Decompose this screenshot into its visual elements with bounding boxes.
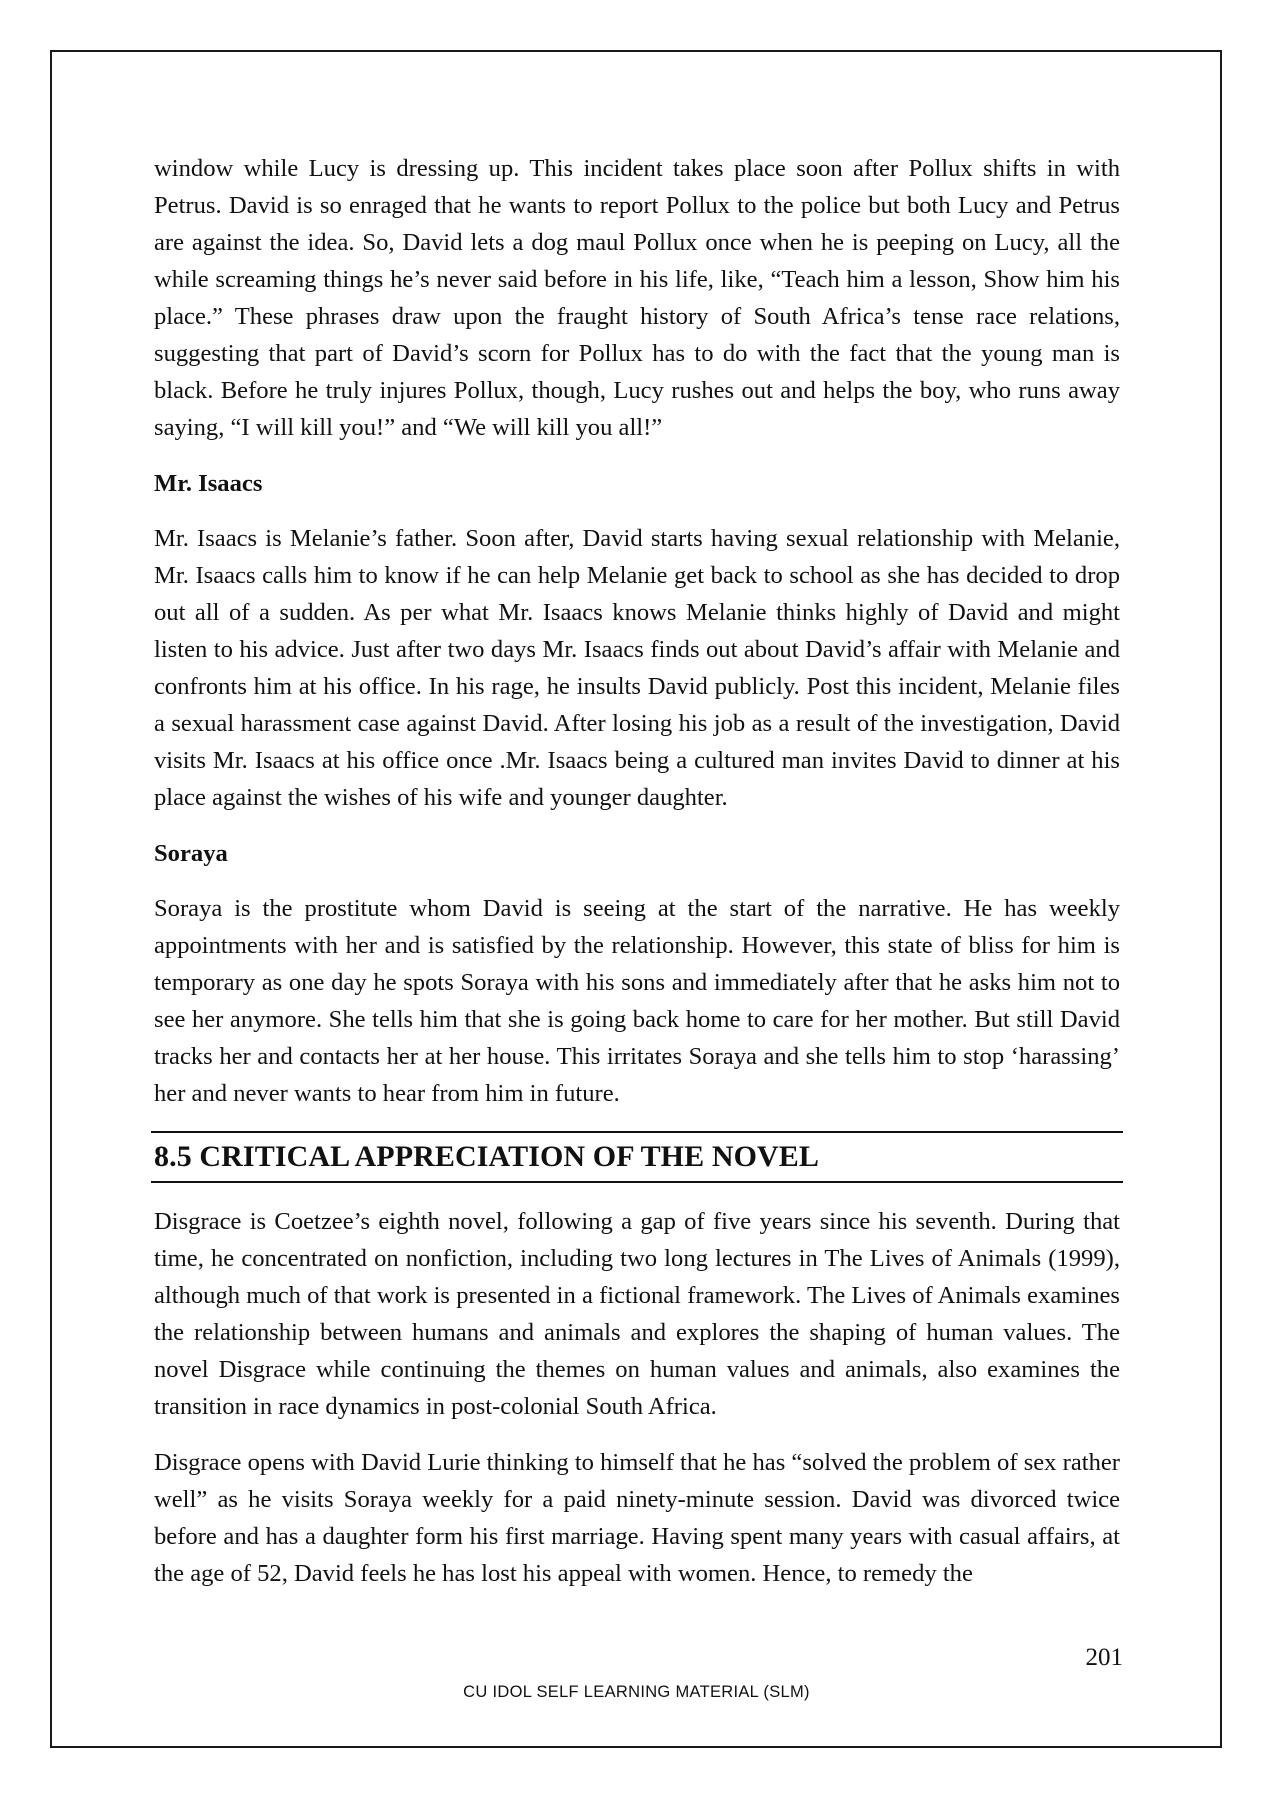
body-paragraph-critical-2: Disgrace opens with David Lurie thinking to himself that he has “solved the problem of sex rather well” as he visits Soraya weekly for a paid ninety-minute session. David was divorced twice before and has a daughter form his first marriage. Having spent many years with casual affairs, at the age of 52, David feels he has lost his appeal with women. Hence, to remedy the (154, 1449, 1120, 1587)
body-paragraph-isaacs: Mr. Isaacs is Melanie’s father. Soon after, David starts having sexual relationship with Melanie, Mr. Isaacs calls him to know if he can help Melanie get back to school as she has decided to drop out all of a sudden. As per what Mr. Isaacs knows Melanie thinks highly of David and might listen to his advice. Just after two days Mr. Isaacs finds out about David’s affair with Melanie and confronts him at his office. In his rage, he insults David publicly. Post this incident, Melanie files a sexual harassment case against David. After losing his job as a result of the investigation, David visits Mr. Isaacs at his office once .Mr. Isaacs being a cultured man invites David to dinner at his place against the wishes of his wife and younger daughter. (154, 525, 1120, 811)
body-paragraph-soraya: Soraya is the prostitute whom David is seeing at the start of the narrative. He has weekly appointments with her and is satisfied by the relationship. However, this state of bliss for him is temporary as one day he spots Soraya with his sons and immediately after that he asks him not to see her anymore. She tells him that she is going back home to care for her mother. But still David tracks her and contacts her at her house. This irritates Soraya and she tells him to stop ‘harassing’ her and never wants to hear from him in future. (154, 895, 1120, 1107)
body-paragraph: window while Lucy is dressing up. This incident takes place soon after Pollux shifts in with Petrus. David is so enraged that he wants to report Pollux to the police but both Lucy and Petrus are against the idea. So, David lets a dog maul Pollux once when he is peeping on Lucy, all the while screaming things he’s never said before in his life, like, “Teach him a lesson, Show him his place.” These phrases draw upon the fraught history of South Africa’s tense race relations, suggesting that part of David’s scorn for Pollux has to do with the fact that the young man is black. Before he truly injures Pollux, though, Lucy rushes out and helps the boy, who runs away saying, “I will kill you!” and “We will kill you all!” (154, 155, 1120, 441)
body-paragraph-critical-1: Disgrace is Coetzee’s eighth novel, following a gap of five years since his seventh. During that time, he concentrated on nonfiction, including two long lectures in The Lives of Animals (1999), although much of that work is presented in a fictional framework. The Lives of Animals examines the relationship between humans and animals and explores the shaping of human values. The novel Disgrace while continuing the themes on human values and animals, also examines the transition in race dynamics in post-colonial South Africa. (154, 1208, 1120, 1420)
page-number: 201 (1085, 1644, 1123, 1671)
page-content (154, 150, 1120, 1611)
section-heading: 8.5 CRITICAL APPRECIATION OF THE NOVEL (151, 1131, 1123, 1183)
heading-mr-isaacs: Mr. Isaacs (154, 470, 263, 497)
heading-soraya: Soraya (154, 840, 228, 867)
footer-text: CU IDOL SELF LEARNING MATERIAL (SLM) (463, 1683, 810, 1701)
